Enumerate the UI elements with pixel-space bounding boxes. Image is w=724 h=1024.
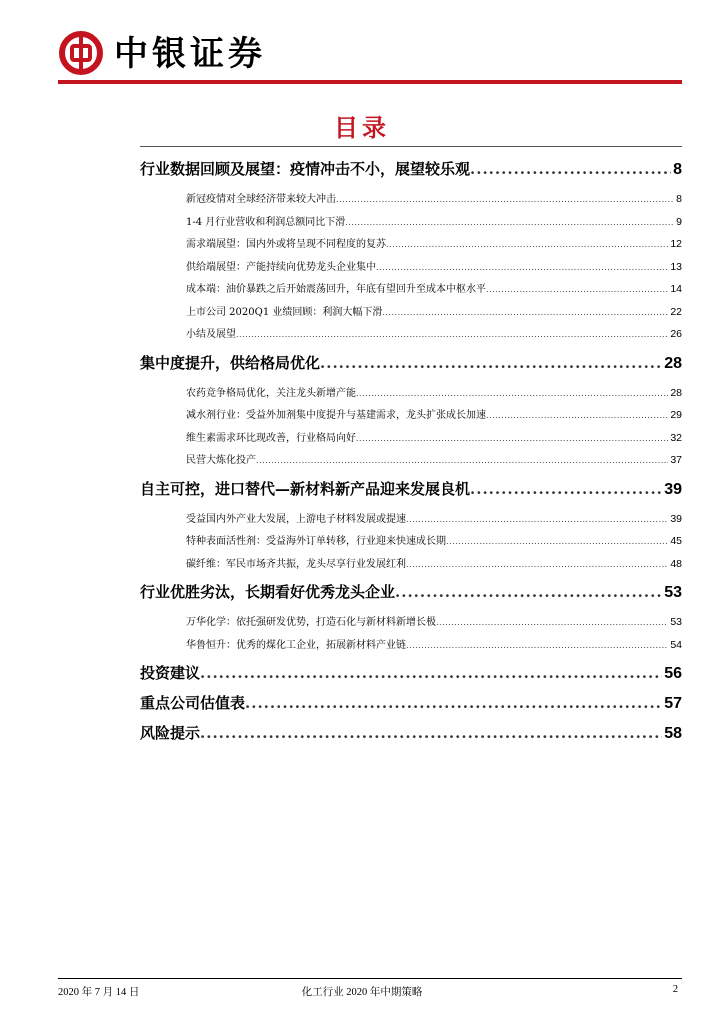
toc-subsection[interactable] — [140, 382, 682, 405]
header-rule — [58, 80, 682, 84]
dot-leader — [406, 554, 668, 576]
dot-leader — [336, 189, 674, 211]
dot-leader — [406, 635, 668, 657]
toc-entry-page: 39 — [670, 512, 682, 525]
toc-entry-title: 农药竞争格局优化，关注龙头新增产能 — [186, 387, 356, 399]
dot-leader — [345, 212, 674, 234]
toc-entry-page: 14 — [670, 283, 682, 295]
toc-entry-title: 维生素需求环比现改善，行业格局向好 — [186, 432, 356, 444]
dot-leader — [200, 722, 662, 744]
dot-leader — [356, 428, 668, 450]
dot-leader — [236, 324, 668, 346]
toc-entry-title: 上市公司 2020Q1 业绩回顾：利润大幅下滑 — [186, 306, 383, 318]
toc-entry-page: 26 — [670, 328, 682, 340]
toc-entry-title: 投资建议 — [140, 664, 201, 682]
toc-entry-page: 13 — [670, 260, 682, 273]
toc-entry-title: 碳纤维：军民市场齐共振，龙头尽享行业发展红利 — [186, 558, 406, 570]
toc-entry-title: 供给端展望：产能持续向优势龙头企业集中 — [186, 261, 376, 273]
toc-entry-title: 重点公司估值表 — [140, 694, 246, 712]
toc-entry-page: 28 — [670, 386, 682, 399]
toc-subsection[interactable] — [140, 278, 682, 301]
toc-subsection[interactable] — [140, 530, 682, 553]
toc-entry-title: 需求端展望：国内外或将呈现不同程度的复苏 — [186, 239, 386, 250]
toc-subsection[interactable] — [140, 553, 682, 576]
dot-leader — [436, 612, 668, 634]
toc-section[interactable] — [140, 478, 682, 500]
toc-entry-page: 28 — [664, 354, 682, 372]
toc-entry-title: 万华化学：依托强研发优势，打造石化与新材料新增长极 — [186, 617, 436, 628]
toc-subsection[interactable] — [140, 449, 682, 472]
bank-of-china-logo-icon — [58, 30, 104, 76]
toc-entry-title: 成本端：油价暴跌之后开始震荡回升，年底有望回升至成本中枢水平 — [186, 284, 486, 295]
toc-entry-title: 受益国内外产业大发展，上游电子材料发展或提速 — [186, 513, 406, 525]
dot-leader — [356, 383, 668, 405]
toc-entry-page: 53 — [664, 584, 682, 601]
toc-subsection[interactable] — [140, 427, 682, 450]
toc-subsection[interactable] — [140, 301, 682, 324]
toc-entry-title: 华鲁恒升：优秀的煤化工企业，拓展新材料产业链 — [186, 639, 406, 651]
toc-section[interactable] — [140, 352, 682, 374]
dot-leader — [470, 478, 662, 500]
toc-entry-title: 新冠疫情对全球经济带来较大冲击 — [186, 194, 336, 205]
toc-entry-page: 48 — [670, 557, 682, 570]
toc-entry-page: 8 — [676, 193, 682, 205]
toc-entry-title: 小结及展望 — [186, 329, 236, 340]
toc-subsection[interactable] — [140, 256, 682, 279]
dot-leader — [245, 692, 662, 714]
toc-subsection[interactable] — [140, 508, 682, 531]
toc-entry-title: 集中度提升，供给格局优化 — [140, 353, 321, 372]
toc-entry-title: 民营大炼化投产 — [186, 455, 256, 466]
toc-entry-page: 9 — [676, 215, 682, 228]
toc-entry-title: 行业数据回顾及展望：疫情冲击不小，展望较乐观 — [140, 160, 471, 178]
footer-rule — [58, 978, 682, 979]
toc-subsection[interactable] — [140, 323, 682, 346]
toc-entry-page: 57 — [664, 695, 682, 712]
dot-leader — [376, 257, 668, 279]
toc-entry-page: 56 — [664, 665, 682, 682]
footer-page-number: 2 — [672, 984, 678, 995]
toc-entry-page: 32 — [670, 431, 682, 444]
footer-doc-title: 化工行业 2020 年中期策略 — [301, 987, 423, 998]
toc-entry-page: 29 — [670, 409, 682, 421]
toc-entry-page: 37 — [670, 454, 682, 466]
toc-entry-page: 53 — [670, 616, 682, 628]
toc-subsection[interactable] — [140, 634, 682, 657]
dot-leader — [395, 581, 662, 603]
dot-leader — [446, 531, 668, 553]
toc-subsection[interactable] — [140, 211, 682, 234]
toc-entry-page: 54 — [670, 638, 682, 651]
toc-subsection[interactable] — [140, 233, 682, 256]
dot-leader — [470, 158, 671, 180]
dot-leader — [256, 450, 668, 472]
page-title: 目录 — [334, 113, 390, 142]
title-rule — [140, 146, 682, 147]
toc-entry-page: 8 — [673, 161, 682, 178]
dot-leader — [382, 302, 668, 324]
toc-section[interactable] — [140, 692, 682, 714]
dot-leader — [320, 352, 662, 374]
table-of-contents — [140, 152, 682, 752]
toc-entry-title: 自主可控，进口替代—新材料新产品迎来发展良机 — [140, 479, 471, 498]
page-header — [58, 30, 686, 78]
toc-section[interactable] — [140, 158, 682, 180]
dot-leader — [486, 279, 668, 301]
brand-name: 中银证券 — [114, 34, 266, 74]
toc-entry-page: 22 — [670, 305, 682, 318]
toc-section[interactable] — [140, 581, 682, 603]
toc-subsection[interactable] — [140, 611, 682, 634]
toc-entry-page: 39 — [664, 480, 682, 498]
toc-entry-title: 行业优胜劣汰，长期看好优秀龙头企业 — [140, 583, 396, 601]
dot-leader — [406, 509, 668, 531]
toc-entry-title: 减水剂行业：受益外加剂集中度提升与基建需求，龙头扩张成长加速 — [186, 410, 486, 421]
toc-entry-page: 12 — [670, 238, 682, 250]
toc-section[interactable] — [140, 662, 682, 684]
toc-subsection[interactable] — [140, 188, 682, 211]
toc-entry-title: 1-4 月行业营收和利润总额同比下滑 — [186, 216, 346, 228]
toc-entry-page: 58 — [664, 725, 682, 742]
toc-subsection[interactable] — [140, 404, 682, 427]
toc-entry-title: 风险提示 — [140, 724, 201, 742]
dot-leader — [200, 662, 662, 684]
footer-date: 2020 年 7 月 14 日 — [58, 987, 140, 998]
toc-entry-title: 特种表面活性剂：受益海外订单转移，行业迎来快速成长期 — [186, 536, 446, 547]
toc-entry-page: 45 — [670, 535, 682, 547]
toc-section[interactable] — [140, 722, 682, 744]
dot-leader — [386, 234, 668, 256]
dot-leader — [486, 405, 668, 427]
